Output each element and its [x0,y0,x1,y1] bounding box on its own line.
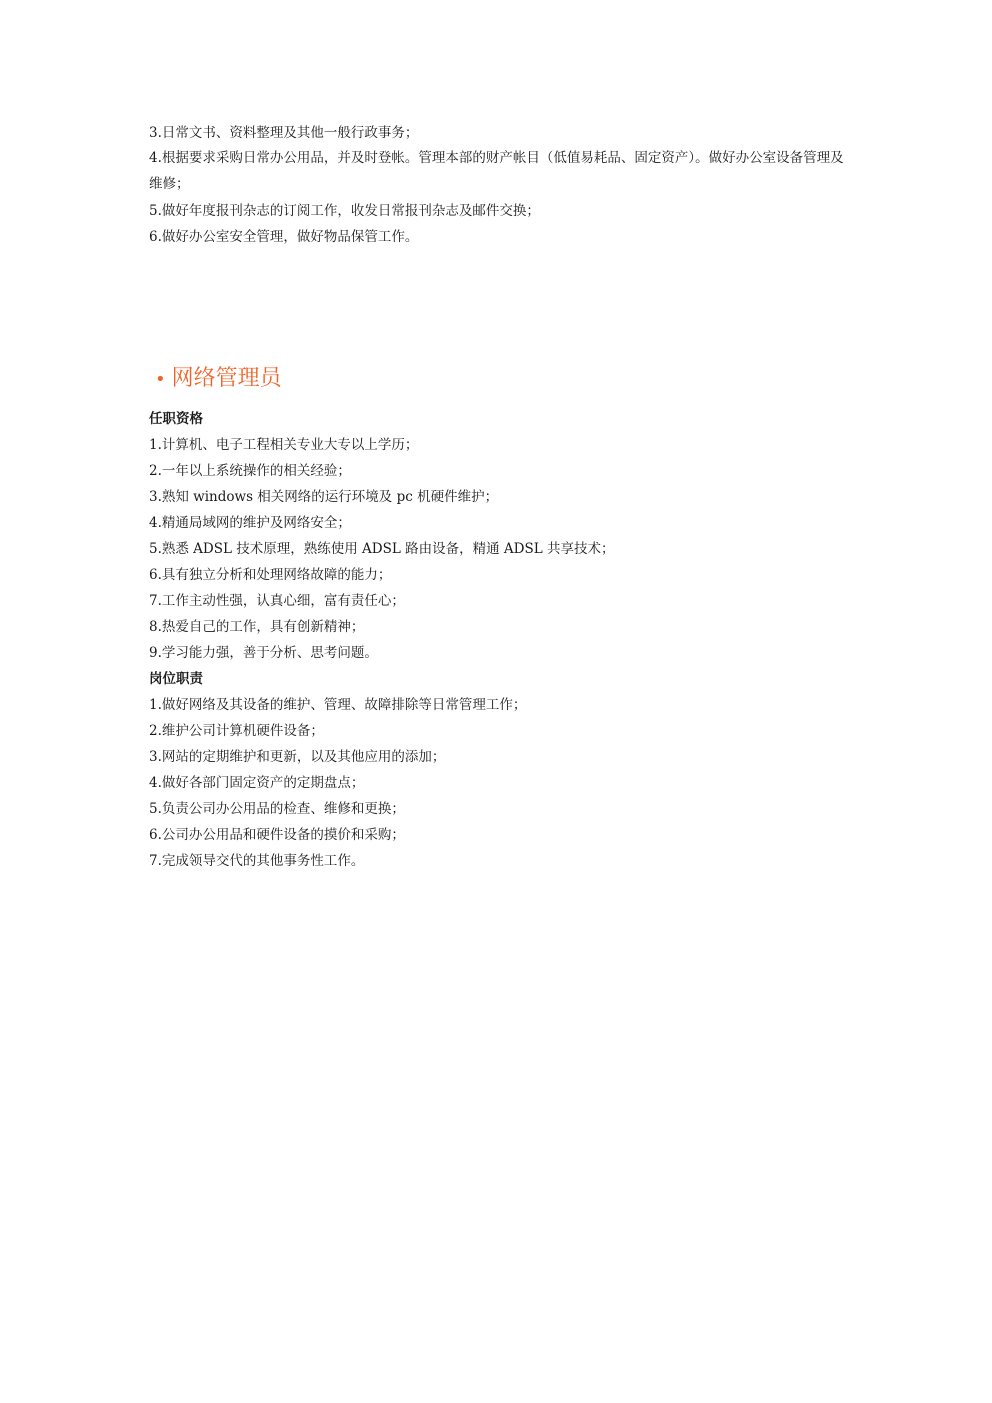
duty-item: 6.公司办公用品和硬件设备的摸价和采购； [149,827,405,843]
duty-item: 3.网站的定期维护和更新，以及其他应用的添加； [149,749,446,765]
qualification-item: 3.熟知 windows 相关网络的运行环境及 pc 机硬件维护； [149,489,499,505]
section-title [155,364,282,395]
duty-item: 7.完成领导交代的其他事务性工作。 [149,853,365,869]
duty-item: 5.负责公司办公用品的检查、维修和更换； [149,801,405,817]
duty-item: 2.维护公司计算机硬件设备； [149,723,324,739]
duty-item: 4.做好各部门固定资产的定期盘点； [149,775,365,791]
top-list-item: 6.做好办公室安全管理，做好物品保管工作。 [149,229,419,245]
qualifications-heading: 任职资格 [149,411,203,427]
section-title-text: 网络管理员 [171,366,282,391]
qualification-item: 2.一年以上系统操作的相关经验； [149,463,351,479]
qualification-item: 7.工作主动性强，认真心细，富有责任心； [149,593,405,609]
top-list-item: 3.日常文书、资料整理及其他一般行政事务； [149,125,419,141]
qualification-item: 5.熟悉 ADSL 技术原理，熟练使用 ADSL 路由设备，精通 ADSL 共享技术； [149,541,615,557]
duty-item: 1.做好网络及其设备的维护、管理、故障排除等日常管理工作； [149,697,527,713]
top-list-item: 5.做好年度报刊杂志的订阅工作，收发日常报刊杂志及邮件交换； [149,203,540,219]
bullet-icon: • [155,369,166,390]
qualification-item: 9.学习能力强，善于分析、思考问题。 [149,645,378,661]
qualification-item: 8.热爱自己的工作，具有创新精神； [149,619,365,635]
top-list-item: 4.根据要求采购日常办公用品，并及时登帐。管理本部的财产帐目（低值易耗品、固定资产）。做好办公室设备管理及维修； [149,150,844,192]
qualification-item: 6.具有独立分析和处理网络故障的能力； [149,567,392,583]
qualification-item: 1.计算机、电子工程相关专业大专以上学历； [149,437,419,453]
qualification-item: 4.精通局域网的维护及网络安全； [149,515,351,531]
duties-heading: 岗位职责 [149,671,203,687]
